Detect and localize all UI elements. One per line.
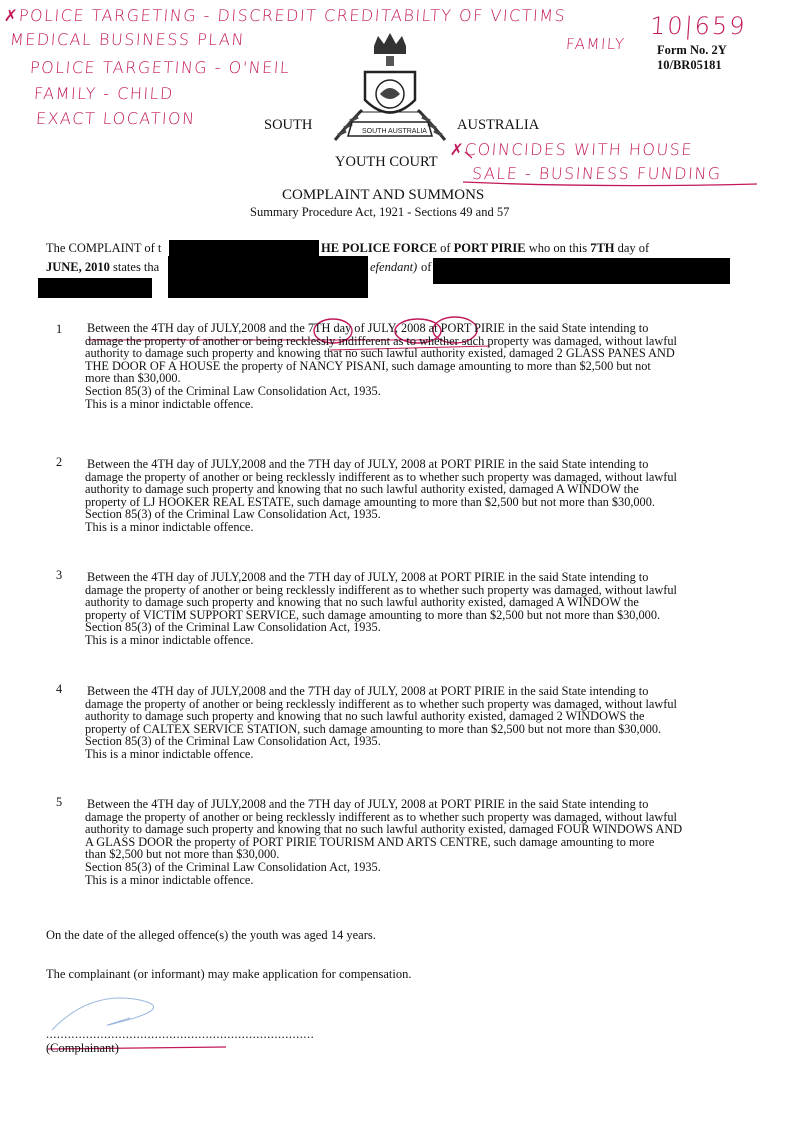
- charge-paragraph-4: [87, 685, 747, 761]
- charge-number: 2: [56, 455, 63, 469]
- intro-line-2: [46, 260, 159, 275]
- handwritten-note-line4: FAMILY - CHILD: [33, 84, 175, 103]
- intro-text: states tha: [113, 260, 160, 274]
- complainant-label: (Complainant): [46, 1041, 119, 1055]
- charge-line: THE DOOR OF A HOUSE the property of NANCY PISANI, such damage amounting to more than $2,500 but not: [85, 358, 651, 373]
- charge-line: than $2,500 but not more than $30,000.: [85, 847, 280, 862]
- form-reference: 10/BR05181: [657, 58, 722, 72]
- document-subtitle: Summary Procedure Act, 1921 - Sections 49 and 57: [250, 205, 510, 219]
- charge-line: more than $30,000.: [85, 371, 181, 386]
- charge-line: authority to damage such property and knowing that no such lawful authority existed, damaged A WINDOW the: [85, 595, 639, 610]
- handwritten-note-sale: SALE - BUSINESS FUNDING: [471, 164, 723, 183]
- intro-text: day of: [617, 241, 650, 255]
- intro-text: The COMPLAINT of t: [46, 241, 162, 255]
- charge-line: This is a minor indictable offence.: [85, 872, 254, 887]
- intro-text: who on this: [528, 241, 588, 255]
- charge-paragraph-1: [87, 322, 747, 410]
- handwritten-note-line3: POLICE TARGETING - O'NEIL: [29, 58, 292, 77]
- charge-line: property of VICTIM SUPPORT SERVICE, such damage amounting to more than $2,500 but not more than $30,000.: [85, 607, 661, 622]
- charge-paragraph-2: [87, 458, 747, 534]
- charge-line: This is a minor indictable offence.: [85, 519, 254, 534]
- charge-line: This is a minor indictable offence.: [85, 396, 254, 411]
- redaction-bar: [433, 258, 730, 284]
- intro-place: PORT PIRIE: [453, 241, 526, 255]
- redaction-bar: [38, 278, 152, 298]
- charge-line: Section 85(3) of the Criminal Law Consolidation Act, 1935.: [85, 859, 381, 874]
- handwritten-case-number: 10|659: [649, 12, 748, 40]
- charge-paragraph-3: [87, 571, 747, 647]
- charge-line: authority to damage such property and knowing that no such lawful authority existed, damaged 2 WINDOWS the: [85, 709, 645, 724]
- charge-line: Section 85(3) of the Criminal Law Consolidation Act, 1935.: [85, 734, 381, 749]
- court-name: YOUTH COURT: [335, 154, 438, 170]
- charge-line: Between the 4TH day of JULY,2008 and the 7TH day of JULY, 2008 at PORT PIRIE in the said State intending to: [87, 321, 649, 335]
- intro-defendant: efendant): [370, 260, 418, 274]
- charge-line: property of LJ HOOKER REAL ESTATE, such damage amounting to more than $2,500 but not more than $30,000.: [85, 494, 655, 509]
- charge-line: authority to damage such property and knowing that no such lawful authority existed, damaged FOUR WINDOWS AND: [85, 822, 683, 837]
- charge-number: 1: [56, 322, 63, 336]
- intro-of-2: of: [421, 260, 432, 274]
- charge-line: damage the property of another or being recklessly indifferent as to whether such property was damaged, without lawful: [85, 809, 677, 824]
- intro-day: 7TH: [590, 241, 615, 255]
- charge-line: This is a minor indictable offence.: [85, 746, 254, 761]
- crest-label-south: SOUTH: [264, 117, 313, 133]
- charge-line: Between the 4TH day of JULY,2008 and the 7TH day of JULY, 2008 at PORT PIRIE in the said State intending to: [87, 684, 649, 698]
- compensation-statement: The complainant (or informant) may make application for compensation.: [46, 967, 412, 981]
- handwritten-note-line2: MEDICAL BUSINESS PLAN: [9, 30, 246, 49]
- redaction-bar: [169, 240, 319, 256]
- handwritten-family: FAMILY: [565, 35, 627, 53]
- charge-line: Between the 4TH day of JULY,2008 and the 7TH day of JULY, 2008 at PORT PIRIE in the said State intending to: [87, 570, 649, 584]
- intro-police-force: HE POLICE FORCE: [321, 241, 437, 255]
- intro-of: of: [440, 241, 451, 255]
- charge-number: 3: [56, 568, 63, 582]
- charge-line: damage the property of another or being recklessly indifferent as to whether such property was damaged, without lawful: [85, 333, 677, 348]
- intro-date: JUNE, 2010: [46, 260, 110, 274]
- charge-line: damage the property of another or being recklessly indifferent as to whether such property was damaged, without lawful: [85, 696, 677, 711]
- svg-text:SOUTH AUSTRALIA: SOUTH AUSTRALIA: [362, 128, 427, 135]
- intro-line-1: [46, 241, 161, 256]
- handwritten-note-line1: ✗POLICE TARGETING - DISCREDIT CREDITABILTY OF VICTIMS: [3, 6, 567, 25]
- charge-paragraph-5: [87, 798, 747, 886]
- form-number: Form No. 2Y: [657, 43, 727, 57]
- charge-line: damage the property of another or being recklessly indifferent as to whether such property was damaged, without lawful: [85, 582, 677, 597]
- handwritten-note-coincides: ✗COINCIDES WITH HOUSE: [449, 140, 694, 159]
- charge-line: authority to damage such property and knowing that no such lawful authority existed, damaged A WINDOW the: [85, 482, 639, 497]
- redaction-bar: [168, 256, 368, 298]
- signature-line: ..........................................................................: [46, 1027, 315, 1041]
- handwritten-note-line5: EXACT LOCATION: [35, 109, 197, 128]
- charge-number: 5: [56, 795, 63, 809]
- charge-line: Between the 4TH day of JULY,2008 and the 7TH day of JULY, 2008 at PORT PIRIE in the said State intending to: [87, 797, 649, 811]
- charge-line: property of CALTEX SERVICE STATION, such damage amounting to more than $2,500 but not more than $30,000.: [85, 721, 662, 736]
- charge-line: Between the 4TH day of JULY,2008 and the 7TH day of JULY, 2008 at PORT PIRIE in the said State intending to: [87, 457, 649, 471]
- youth-age-statement: On the date of the alleged offence(s) the youth was aged 14 years.: [46, 928, 376, 942]
- intro-line-1b: [321, 241, 649, 256]
- charge-line: damage the property of another or being recklessly indifferent as to whether such property was damaged, without lawful: [85, 469, 677, 484]
- charge-line: A GLASS DOOR the property of PORT PIRIE TOURISM AND ARTS CENTRE, such damage amounting to more: [85, 834, 655, 849]
- document-title: COMPLAINT AND SUMMONS: [282, 187, 485, 203]
- crest-label-australia: AUSTRALIA: [457, 117, 540, 133]
- charge-line: authority to damage such property and knowing that no such lawful authority existed, damaged 2 GLASS PANES AND: [85, 346, 675, 361]
- charge-number: 4: [56, 682, 63, 696]
- charge-line: Section 85(3) of the Criminal Law Consolidation Act, 1935.: [85, 383, 381, 398]
- charge-line: This is a minor indictable offence.: [85, 632, 254, 647]
- charge-line: Section 85(3) of the Criminal Law Consolidation Act, 1935.: [85, 620, 381, 635]
- charge-line: Section 85(3) of the Criminal Law Consolidation Act, 1935.: [85, 507, 381, 522]
